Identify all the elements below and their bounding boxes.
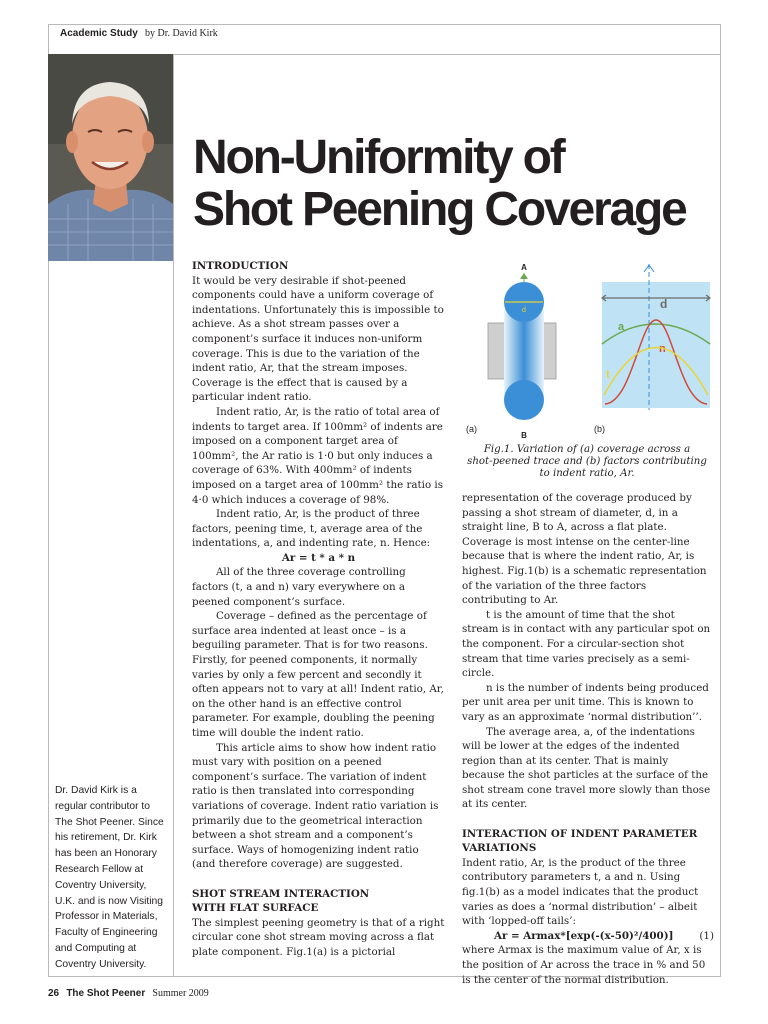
curve-a-label: a xyxy=(618,321,625,333)
point-a-label: A xyxy=(521,263,527,272)
section-heading-interaction: INTERACTION OF INDENT PARAMETER VARIATIONS xyxy=(462,827,698,855)
figure-label-b: (b) xyxy=(594,424,605,434)
article-column-1 xyxy=(192,259,445,960)
equation: Ar = t * a * n xyxy=(281,551,356,564)
title-line-1: Non-Uniformity of xyxy=(193,131,564,184)
figure-label-a: (a) xyxy=(466,424,477,434)
title-line-2: Shot Peening Coverage xyxy=(193,183,686,236)
paragraph: This article aims to show how indent ratio must vary with position on a peened component’s surface. The variation of indent ratio is then translated into corresponding variations of coverage. Indent ratio variation is primarily due to the geometrical interaction between a shot stream and a component’s surface. Ways of homogenizing indent ratio (and therefore coverage) are suggested. xyxy=(192,741,439,871)
point-b-label: B xyxy=(521,431,527,440)
curve-n-label: n xyxy=(659,343,666,355)
paragraph: It would be very desirable if shot-peened components could have a uniform coverage of indentations. Unfortunately this is impossible to achieve. As a shot stream passes over a component’s surface it induces non-uniform coverage. This is due to the variation of the indent ratio, Ar, that the stream imposes. Coverage is the effect that is caused by a particular indent ratio. xyxy=(192,274,444,404)
section-label: Academic Study xyxy=(60,28,138,39)
diameter-label: d xyxy=(660,297,668,311)
paragraph: The simplest peening geometry is that of a right circular cone shot stream moving across a flat plate component. Fig.1(a) is a pictorial xyxy=(192,916,445,958)
paragraph: n is the number of indents being produced per unit area per unit time. This is known to vary as an approximate ‘normal distribution’’. xyxy=(462,681,709,723)
sidebar-divider xyxy=(173,54,174,977)
paragraph: Indent ratio, Ar, is the product of the three contributory parameters t, a and n. Using fig.1(b) as a model indicates that the product varies as does a ‘normal distribution’ – albeit with ‘lopped-off tails’: xyxy=(462,856,699,928)
footer xyxy=(48,988,209,999)
curve-t-label: t xyxy=(606,369,610,381)
paragraph: where Armax is the maximum value of Ar, x is the position of Ar across the trace in % and 50 is the center of the normal distribution. xyxy=(462,944,706,986)
article-column-2 xyxy=(462,491,714,987)
paragraph: The average area, a, of the indentations will be lower at the edges of the indented region than at its center. That is mainly because the shot particles at the surface of the shot stream cone travel more slowly than those at its center. xyxy=(462,725,711,811)
equation-number: (1) xyxy=(699,929,714,942)
equation-line xyxy=(462,929,714,944)
byline: by Dr. David Kirk xyxy=(145,28,218,39)
paragraph: All of the three coverage controlling factors (t, a and n) vary everywhere on a peened component’s surface. xyxy=(192,566,406,608)
paragraph: Indent ratio, Ar, is the ratio of total area of indents to target area. If 100mm² of indents are imposed on a component target area of 100mm², the Ar ratio is 1·0 but only induces a coverage of 63%. With 400mm² of indents imposed on a target area of 100mm² the ratio is 4·0 which induces a coverage of 98%. xyxy=(192,405,444,506)
shot-stream-circle-bottom xyxy=(504,380,544,420)
header xyxy=(60,28,218,40)
paragraph: representation of the coverage produced by passing a shot stream of diameter, d, in a straight line, B to A, across a flat plate. Coverage is most intense on the center-line because that is where the indent ratio, Ar, is highest. Fig.1(b) is a schematic representation of the variation of the three factors contributing to Ar. xyxy=(462,492,707,607)
paragraph: Indent ratio, Ar, is the product of three factors, peening time, t, average area of the indentations, a, and indenting rate, n. Hence: xyxy=(192,508,431,550)
page-number: 26 xyxy=(48,988,60,999)
article-title xyxy=(193,132,713,236)
issue-date: Summer 2009 xyxy=(152,988,209,999)
author-bio: Dr. David Kirk is a regular contributor to The Shot Peener. Since his retirement, Dr. Kirk has been an Honorary Research Fellow at Coventry University, U.K. and is now Visiting Professor in Materials, Faculty of Engineering and Computing at Coventry University. xyxy=(55,785,164,970)
figure-caption: Fig.1. Variation of (a) coverage across a shot-peened trace and (b) factors contributing to indent ratio, Ar. xyxy=(467,444,707,480)
section-heading-shot-stream: SHOT STREAM INTERACTION WITH FLAT SURFACE xyxy=(192,887,370,915)
author-photo xyxy=(48,54,173,261)
factor-plot-area xyxy=(602,282,710,408)
magazine-name: The Shot Peener xyxy=(66,988,146,999)
paragraph: t is the amount of time that the shot stream is in contact with any particular spot on the component. For a circular-section shot stream that time varies precisely as a semi-circle. xyxy=(462,608,711,680)
paragraph: Coverage – defined as the percentage of surface area indented at least once – is a beguiling parameter. That is for two reasons. Firstly, for peened components, it normally varies by only a few percent and secondly it often appears not to vary at all! Indent ratio, Ar, on the other hand is an effective control parameter. For example, doubling the peening time will double the indent ratio. xyxy=(192,610,444,739)
diameter-label-small: d xyxy=(522,307,526,314)
equation: Ar = Armax*[exp(-(x-50)²/400)] xyxy=(494,929,674,942)
section-heading-introduction: INTRODUCTION xyxy=(192,260,289,272)
